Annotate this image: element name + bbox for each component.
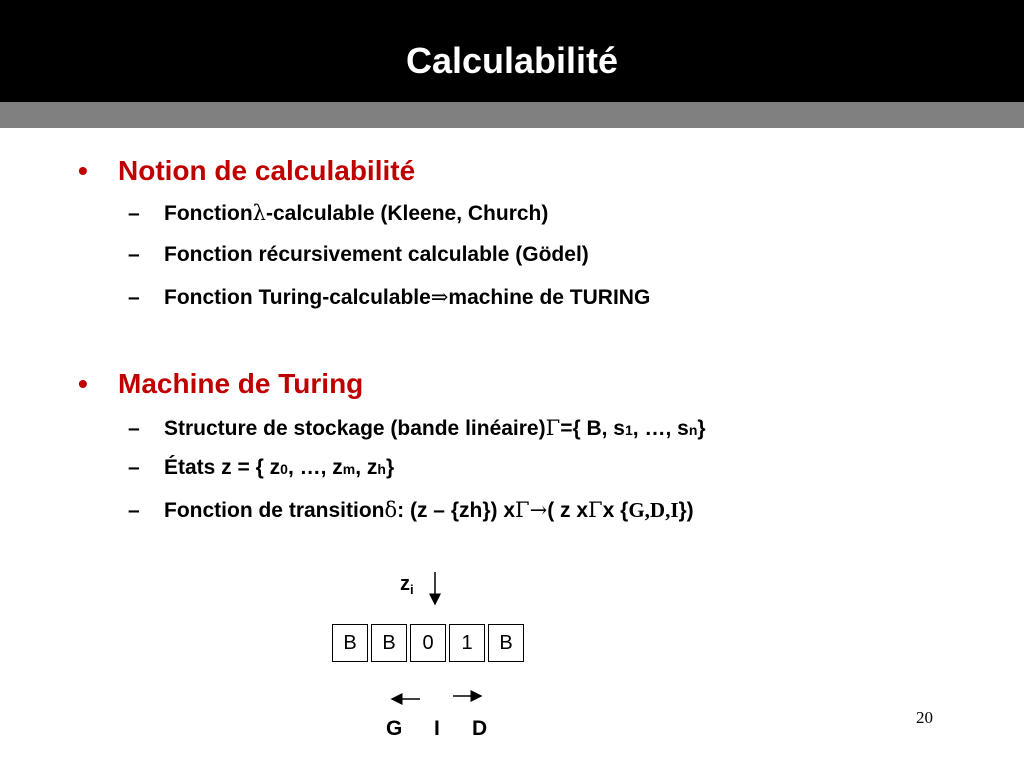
dash-icon: – xyxy=(128,243,140,266)
transition-p3: x { xyxy=(602,499,629,522)
transition-p2: ( z x xyxy=(547,499,589,522)
states-text: États z = { z xyxy=(164,456,281,479)
tape-cell: B xyxy=(332,624,368,662)
direction-stay-label: I xyxy=(434,717,440,740)
turing-tape xyxy=(332,624,524,662)
lambda-text-post: -calculable (Kleene, Church) xyxy=(265,202,549,225)
implies-symbol: ⇒ xyxy=(430,285,449,309)
tape-cell: B xyxy=(371,624,407,662)
storage-text: Structure de stockage (bande linéaire) xyxy=(164,417,546,440)
direction-left-label: G xyxy=(386,717,403,740)
right-arrow-symbol: → xyxy=(529,498,548,522)
tape-cell: B xyxy=(488,624,524,662)
lambda-text-pre: Fonction xyxy=(164,202,253,225)
slide-title: Calculabilité xyxy=(405,40,619,81)
recursive-text: Fonction récursivement calculable (Gödel) xyxy=(164,243,589,266)
delta-symbol: δ xyxy=(384,498,398,522)
gamma-symbol: Γ xyxy=(588,498,603,522)
states-end: } xyxy=(385,456,395,479)
transition-p4: }) xyxy=(678,499,694,522)
states-mid1: , …, z xyxy=(287,456,343,479)
heading-notion: Notion de calculabilité xyxy=(118,155,416,186)
head-z: z xyxy=(400,573,410,595)
gamma-symbol: Γ xyxy=(515,498,530,522)
tape-cell: 1 xyxy=(449,624,485,662)
heading-machine: Machine de Turing xyxy=(118,368,364,399)
storage-eq: ={ B, s xyxy=(560,417,625,440)
transition-gdi: G,D,I xyxy=(628,498,679,522)
transition-text: Fonction de transition xyxy=(164,499,385,522)
dash-icon: – xyxy=(128,417,140,440)
dash-icon: – xyxy=(128,286,140,309)
dash-icon: – xyxy=(128,499,140,522)
dash-icon: – xyxy=(128,202,140,225)
tape-cell: 0 xyxy=(410,624,446,662)
item-storage: – Structure de stockage (bande linéaire) Γ ={ B, s 1 , …, s n } xyxy=(128,416,706,440)
transition-p1: : (z – {zh}) x xyxy=(397,499,516,522)
direction-right-label: D xyxy=(472,717,488,740)
storage-end: } xyxy=(697,417,706,440)
dash-icon: – xyxy=(128,456,140,479)
page-number: 20 xyxy=(916,708,933,727)
states-mid2: , z xyxy=(355,456,378,479)
bullet-dot-icon: • xyxy=(78,155,88,186)
turing-text-post: machine de TURING xyxy=(448,286,651,309)
storage-mid: , …, s xyxy=(632,417,689,440)
head-sub-i: i xyxy=(410,582,414,597)
gamma-symbol: Γ xyxy=(545,416,561,440)
lambda-symbol: λ xyxy=(252,201,266,225)
bullet-dot-icon: • xyxy=(78,368,88,399)
turing-text-pre: Fonction Turing-calculable xyxy=(164,286,431,309)
item-states: – États z = { z 0 , …, z m , z h } xyxy=(128,456,395,479)
